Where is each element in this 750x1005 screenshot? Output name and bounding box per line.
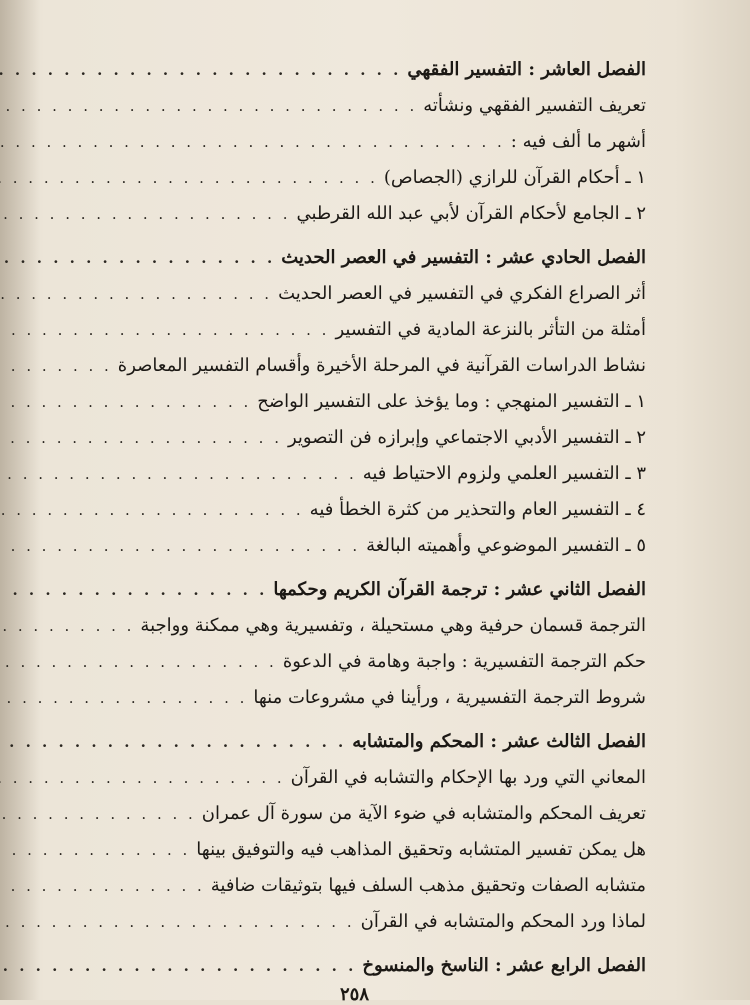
entry-title: تعريف المحكم والمتشابه في ضوء الآية من سورة آل عمران xyxy=(201,803,646,824)
toc-chapter-row xyxy=(86,948,646,984)
entry-title: ٢ ـ الجامع لأحكام القرآن لأبي عبد الله القرطبي xyxy=(296,203,646,224)
toc-chapter-row xyxy=(86,572,646,608)
toc-row xyxy=(86,680,646,716)
toc-row xyxy=(86,796,646,832)
toc-row xyxy=(86,904,646,940)
dot-leader xyxy=(0,832,190,868)
entry-title: أثر الصراع الفكري في التفسير في العصر الحديث xyxy=(278,283,646,304)
dot-leader xyxy=(0,608,134,644)
dot-leader xyxy=(0,724,346,760)
toc-row xyxy=(86,88,646,124)
toc-row xyxy=(86,832,646,868)
chapter-title: الفصل الثاني عشر : ترجمة القرآن الكريم وحكمها xyxy=(273,579,646,600)
entry-title: ١ ـ أحكام القرآن للرازي (الجصاص) xyxy=(383,167,646,188)
dot-leader xyxy=(0,456,357,492)
dot-leader xyxy=(0,572,267,608)
toc-row xyxy=(86,868,646,904)
toc-row xyxy=(86,420,646,456)
dot-leader xyxy=(0,868,205,904)
dot-leader xyxy=(0,196,290,232)
toc-row xyxy=(86,608,646,644)
chapter-title: الفصل الثالث عشر : المحكم والمتشابه xyxy=(352,731,646,752)
chapter-title: الفصل الرابع عشر : الناسخ والمنسوخ xyxy=(362,955,646,976)
entry-title: المعاني التي ورد بها الإحكام والتشابه في القرآن xyxy=(290,767,646,788)
chapter-title: الفصل الحادي عشر : التفسير في العصر الحديث xyxy=(281,247,646,268)
entry-title: تعريف التفسير الفقهي ونشأته xyxy=(423,95,646,116)
entry-title: ٢ ـ التفسير الأدبي الاجتماعي وإبرازه فن التصوير xyxy=(287,427,646,448)
dot-leader xyxy=(0,52,401,88)
dot-leader xyxy=(0,904,355,940)
entry-title: أمثلة من التأثر بالنزعة المادية في التفسير xyxy=(335,319,646,340)
toc-row xyxy=(86,276,646,312)
entry-title: أشهر ما ألف فيه : xyxy=(510,131,646,152)
dot-leader xyxy=(0,384,251,420)
toc-row xyxy=(86,644,646,680)
toc-row xyxy=(86,312,646,348)
dot-leader xyxy=(0,160,378,196)
dot-leader xyxy=(0,680,247,716)
dot-leader xyxy=(0,528,360,564)
dot-leader xyxy=(0,124,505,160)
toc-row xyxy=(86,528,646,564)
dot-leader xyxy=(0,88,417,124)
toc-chapter-row xyxy=(86,724,646,760)
dot-leader xyxy=(0,644,277,680)
entry-title: الترجمة قسمان حرفية وهي مستحيلة ، وتفسيرية وهي ممكنة وواجبة xyxy=(140,615,646,636)
toc-row xyxy=(86,196,646,232)
dot-leader xyxy=(0,348,112,384)
table-of-contents xyxy=(86,52,646,984)
toc-row xyxy=(86,760,646,796)
entry-title: ٤ ـ التفسير العام والتحذير من كثرة الخطأ فيه xyxy=(309,499,646,520)
entry-title: حكم الترجمة التفسيرية : واجبة وهامة في الدعوة xyxy=(282,651,646,672)
dot-leader xyxy=(0,948,356,984)
dot-leader xyxy=(0,492,304,528)
toc-row xyxy=(86,348,646,384)
toc-row xyxy=(86,160,646,196)
entry-title: ٥ ـ التفسير الموضوعي وأهميته البالغة xyxy=(366,535,646,556)
page-number: ٢٥٨ xyxy=(340,984,370,1005)
dot-leader xyxy=(0,796,196,832)
toc-row xyxy=(86,456,646,492)
entry-title: هل يمكن تفسير المتشابه وتحقيق المذاهب فيه والتوفيق بينها xyxy=(196,839,646,860)
toc-row xyxy=(86,492,646,528)
entry-title: نشاط الدراسات القرآنية في المرحلة الأخيرة وأقسام التفسير المعاصرة xyxy=(117,355,646,376)
dot-leader xyxy=(0,312,329,348)
dot-leader xyxy=(0,276,272,312)
entry-title: شروط الترجمة التفسيرية ، ورأينا في مشروعات منها xyxy=(253,687,646,708)
toc-chapter-row xyxy=(86,240,646,276)
entry-title: ٣ ـ التفسير العلمي ولزوم الاحتياط فيه xyxy=(362,463,646,484)
entry-title: لماذا ورد المحكم والمتشابه في القرآن xyxy=(360,911,646,932)
dot-leader xyxy=(0,240,275,276)
entry-title: متشابه الصفات وتحقيق مذهب السلف فيها بتوثيقات ضافية xyxy=(210,875,646,896)
toc-chapter-row xyxy=(86,52,646,88)
dot-leader xyxy=(0,760,285,796)
entry-title: ١ ـ التفسير المنهجي : وما يؤخذ على التفسير الواضح xyxy=(257,391,646,412)
toc-row xyxy=(86,384,646,420)
toc-row xyxy=(86,124,646,160)
dot-leader xyxy=(0,420,282,456)
chapter-title: الفصل العاشر : التفسير الفقهي xyxy=(407,59,646,80)
